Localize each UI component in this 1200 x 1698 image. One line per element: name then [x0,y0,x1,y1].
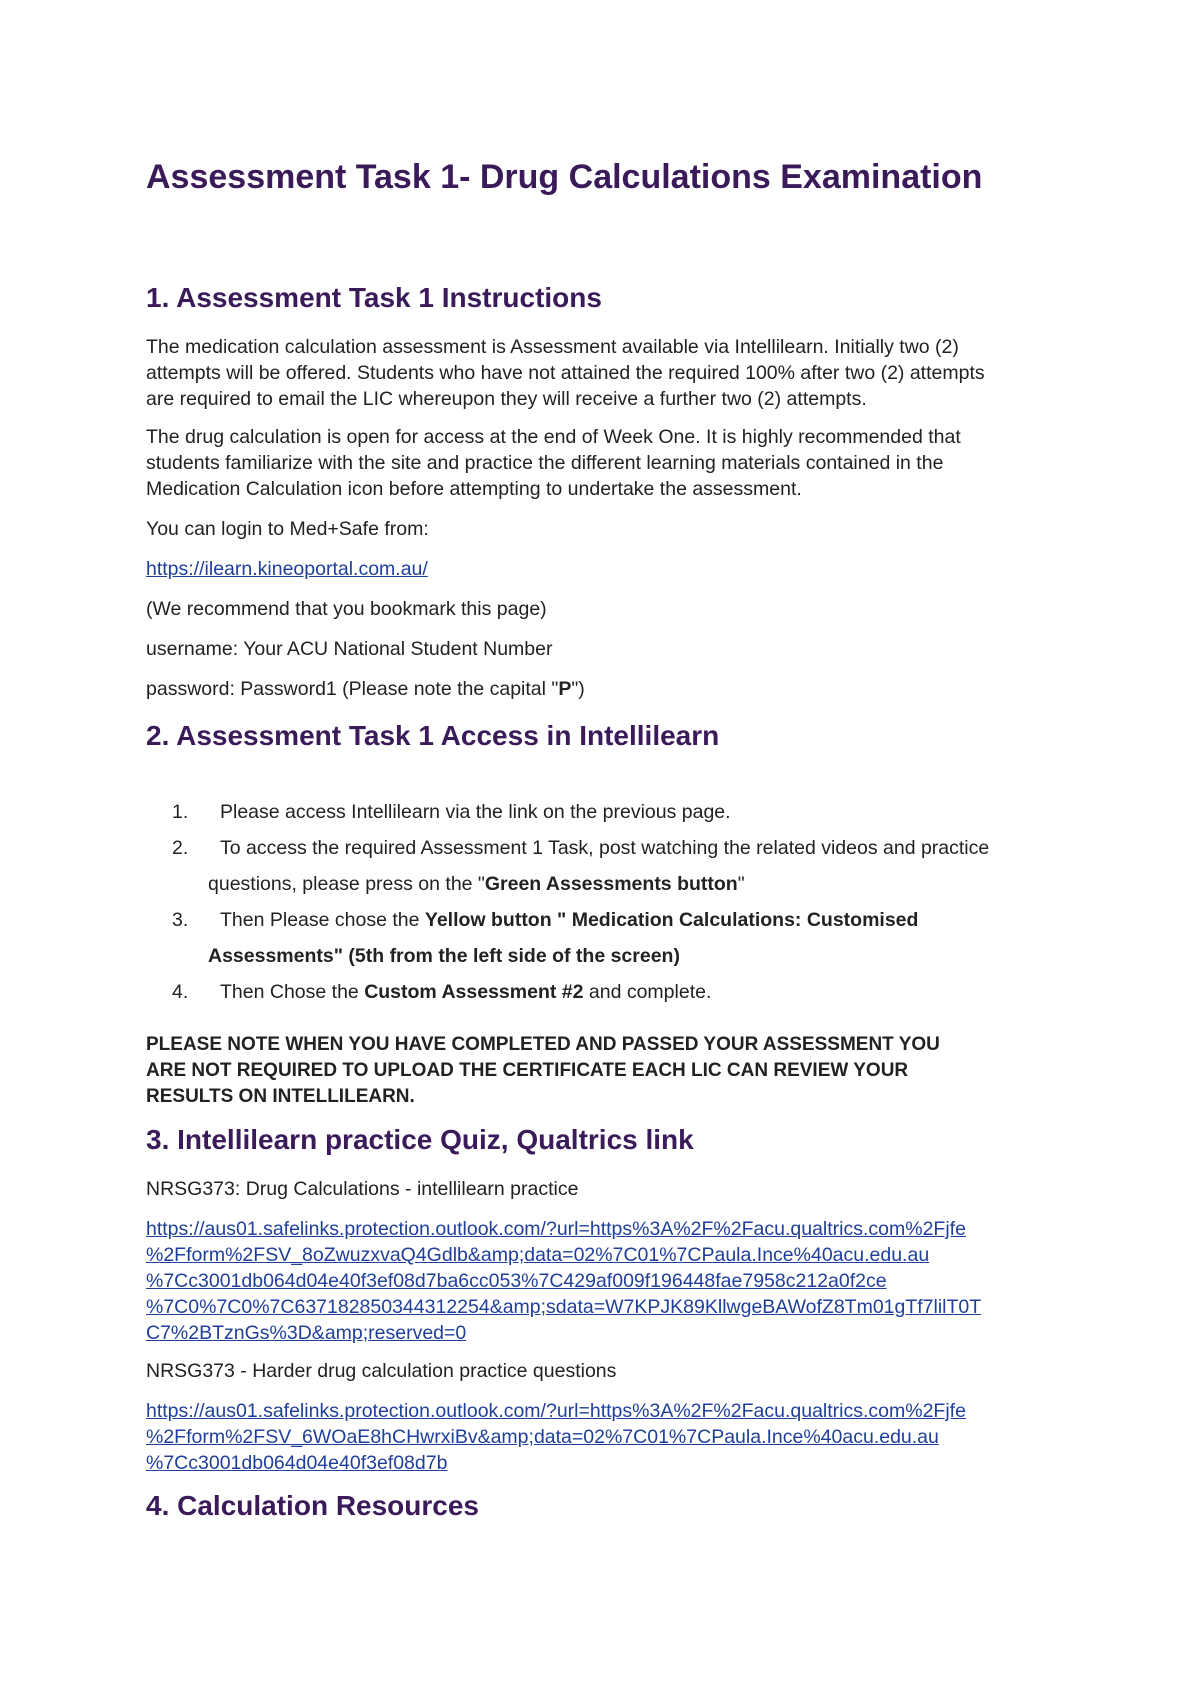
section-1-paragraph-1 [146,334,1066,412]
qualtrics-link-line[interactable]: %7Cc3001db064d04e40f3ef08d7b [146,1452,448,1474]
text-line: students familiarize with the site and practice the different learning materials contained in the [146,452,944,474]
step-text-suffix: and complete. [583,981,712,1003]
step-text: Please access Intellilearn via the link on the previous page. [220,801,731,823]
page-title: Assessment Task 1- Drug Calculations Examination [146,158,983,196]
yellow-button-label: Yellow button " Medication Calculations: Customised [424,909,919,931]
list-item [146,902,1066,974]
practice-label-2: NRSG373 - Harder drug calculation practice questions [146,1360,617,1382]
text-line: Medication Calculation icon before attempting to undertake the assessment. [146,478,802,500]
green-assessments-button-label: Green Assessments button [484,873,738,895]
note-line: RESULTS ON INTELLILEARN. [146,1086,415,1107]
qualtrics-link-line[interactable]: https://aus01.safelinks.protection.outlook.com/?url=https%3A%2F%2Facu.qualtrics.com%2Fjfe [146,1218,966,1240]
step-text-prefix: Then Chose the [220,981,365,1003]
note-line: ARE NOT REQUIRED TO UPLOAD THE CERTIFICATE EACH LIC CAN REVIEW YOUR [146,1060,909,1081]
password-text [146,676,1066,702]
custom-assessment-label: Custom Assessment #2 [364,981,584,1003]
password-suffix: ") [571,678,585,700]
text-line: attempts will be offered. Students who have not attained the required 100% after two (2) attempts [146,362,985,384]
login-text: You can login to Med+Safe from: [146,518,429,540]
practice-label-1: NRSG373: Drug Calculations - intellilearn practice [146,1178,579,1200]
qualtrics-link-line[interactable]: %7Cc3001db064d04e40f3ef08d7ba6cc053%7C429af009f196448fae7958c212a0f2ce [146,1270,887,1292]
qualtrics-link-line[interactable]: %7C0%7C0%7C637182850344312254&amp;sdata=W7KPJK89KllwgeBAWofZ8Tm01gTf7lilT0T [146,1296,982,1318]
note-line: PLEASE NOTE WHEN YOU HAVE COMPLETED AND PASSED YOUR ASSESSMENT YOU [146,1034,940,1055]
section-1-heading: 1. Assessment Task 1 Instructions [146,282,602,313]
list-item [146,974,1066,1010]
bookmark-note: (We recommend that you bookmark this page) [146,598,547,620]
list-item [146,794,1066,830]
text-line: The medication calculation assessment is Assessment available via Intellilearn. Initially two (2) [146,336,959,358]
qualtrics-link-line[interactable]: %2Fform%2FSV_6WOaE8hCHwrxiBv&amp;data=02%7C01%7CPaula.Ince%40acu.edu.au [146,1426,939,1448]
password-capital: P [558,678,572,700]
text-line: are required to email the LIC whereupon they will receive a further two (2) attempts. [146,388,867,410]
qualtrics-link-line[interactable]: C7%2BTznGs%3D&amp;reserved=0 [146,1322,467,1344]
qualtrics-link-line[interactable]: https://aus01.safelinks.protection.outlook.com/?url=https%3A%2F%2Facu.qualtrics.com%2Fjfe [146,1400,966,1422]
practice-link-1 [146,1216,1066,1346]
step-text [146,974,1066,1010]
step-text [146,902,1066,938]
qualtrics-link-line[interactable]: %2Fform%2FSV_8oZwuzxvaQ4Gdlb&amp;data=02%7C01%7CPaula.Ince%40acu.edu.au [146,1244,930,1266]
med-safe-login-link[interactable]: https://ilearn.kineoportal.com.au/ [146,558,428,580]
step-text-continued: Assessments" (5th from the left side of the screen) [208,945,680,967]
step-text-continued [146,866,1066,902]
step-text-prefix: Then Please chose the [220,909,425,931]
step-text-prefix: questions, please press on the " [208,873,485,895]
step-text-suffix: " [737,873,745,895]
list-item [146,830,1066,902]
section-3-heading: 3. Intellilearn practice Quiz, Qualtrics link [146,1124,694,1155]
practice-link-2 [146,1398,1066,1476]
password-prefix: password: Password1 (Please note the capital " [146,678,559,700]
text-line: The drug calculation is open for access at the end of Week One. It is highly recommended that [146,426,961,448]
login-link-row [146,556,1066,582]
section-4-heading: 4. Calculation Resources [146,1490,480,1521]
section-1-paragraph-2 [146,424,1066,502]
username-text: username: Your ACU National Student Number [146,638,553,660]
completion-note [146,1032,1066,1110]
access-steps-list [146,794,1066,1010]
step-number: 2. [172,837,189,859]
step-number: 4. [172,981,189,1003]
step-number: 3. [172,909,189,931]
step-number: 1. [172,801,189,823]
step-text: To access the required Assessment 1 Task, post watching the related videos and practice [220,837,990,859]
section-2-heading: 2. Assessment Task 1 Access in Intellilearn [146,720,720,751]
